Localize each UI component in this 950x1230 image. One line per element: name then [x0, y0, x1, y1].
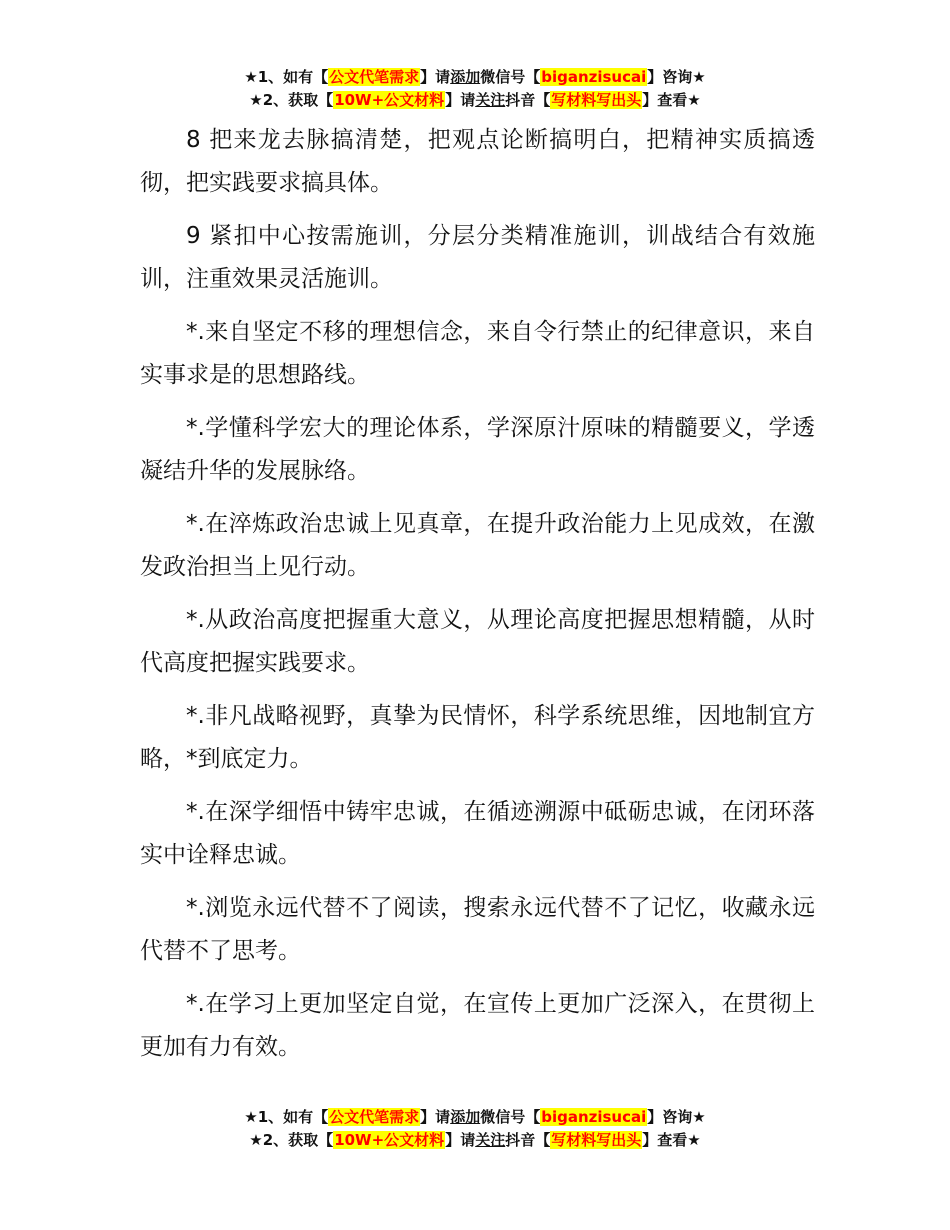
banner-suffix: 】查看★ — [642, 1131, 701, 1149]
paragraph: *.浏览永远代替不了阅读，搜索永远代替不了记忆，收藏永远代替不了思考。 — [140, 895, 815, 964]
banner-line-2 — [0, 89, 950, 112]
banner-emphasis: 关注 — [475, 1131, 506, 1149]
douyin-account-highlight: 写材料写出头 — [551, 91, 642, 109]
document-body — [140, 119, 815, 1079]
wechat-id-highlight: biganzisucai — [541, 1108, 647, 1126]
banner-prefix: ★2、获取【 — [249, 91, 334, 109]
banner-prefix: ★1、如有【 — [244, 1108, 329, 1126]
douyin-account-highlight: 写材料写出头 — [551, 1131, 642, 1149]
banner-text: 抖音【 — [505, 91, 551, 109]
paragraph: *.从政治高度把握重大意义，从理论高度把握思想精髓，从时代高度把握实践要求。 — [140, 607, 815, 676]
banner-prefix: ★2、获取【 — [249, 1131, 334, 1149]
paragraph: *.在学习上更加坚定自觉，在宣传上更加广泛深入，在贯彻上更加有力有效。 — [140, 991, 815, 1060]
materials-highlight: 10W+公文材料 — [334, 91, 445, 109]
paragraph: *.在淬炼政治忠诚上见真章，在提升政治能力上见成效，在激发政治担当上见行动。 — [140, 511, 815, 580]
banner-prefix: ★1、如有【 — [244, 68, 329, 86]
banner-emphasis: 添加 — [450, 1108, 481, 1126]
ghostwriting-highlight: 公文代笔需求 — [329, 68, 420, 86]
banner-emphasis: 添加 — [450, 68, 481, 86]
banner-suffix: 】咨询★ — [647, 1108, 706, 1126]
header-banner — [0, 66, 950, 112]
paragraph: *.来自坚定不移的理想信念，来自令行禁止的纪律意识，来自实事求是的思想路线。 — [140, 319, 815, 388]
banner-suffix: 】咨询★ — [647, 68, 706, 86]
banner-text: 微信号【 — [480, 68, 541, 86]
footer-banner — [0, 1106, 950, 1152]
ghostwriting-highlight: 公文代笔需求 — [329, 1108, 420, 1126]
paragraph: *.在深学细悟中铸牢忠诚，在循迹溯源中砥砺忠诚，在闭环落实中诠释忠诚。 — [140, 799, 815, 868]
wechat-id-highlight: biganzisucai — [541, 68, 647, 86]
banner-line-1 — [0, 66, 950, 89]
banner-text: 微信号【 — [480, 1108, 541, 1126]
banner-text: 抖音【 — [505, 1131, 551, 1149]
materials-highlight: 10W+公文材料 — [334, 1131, 445, 1149]
banner-suffix: 】查看★ — [642, 91, 701, 109]
banner-emphasis: 关注 — [475, 91, 506, 109]
paragraph: 8 把来龙去脉搞清楚，把观点论断搞明白，把精神实质搞透彻，把实践要求搞具体。 — [140, 127, 815, 196]
banner-line-1 — [0, 1106, 950, 1129]
paragraph: 9 紧扣中心按需施训，分层分类精准施训，训战结合有效施训，注重效果灵活施训。 — [140, 223, 815, 292]
paragraph: *.学懂科学宏大的理论体系，学深原汁原味的精髓要义，学透凝结升华的发展脉络。 — [140, 415, 815, 484]
banner-text: 】请 — [420, 68, 451, 86]
banner-text: 】请 — [445, 1131, 476, 1149]
paragraph: *.非凡战略视野，真挚为民情怀，科学系统思维，因地制宜方略，*到底定力。 — [140, 703, 815, 772]
banner-line-2 — [0, 1129, 950, 1152]
banner-text: 】请 — [420, 1108, 451, 1126]
banner-text: 】请 — [445, 91, 476, 109]
